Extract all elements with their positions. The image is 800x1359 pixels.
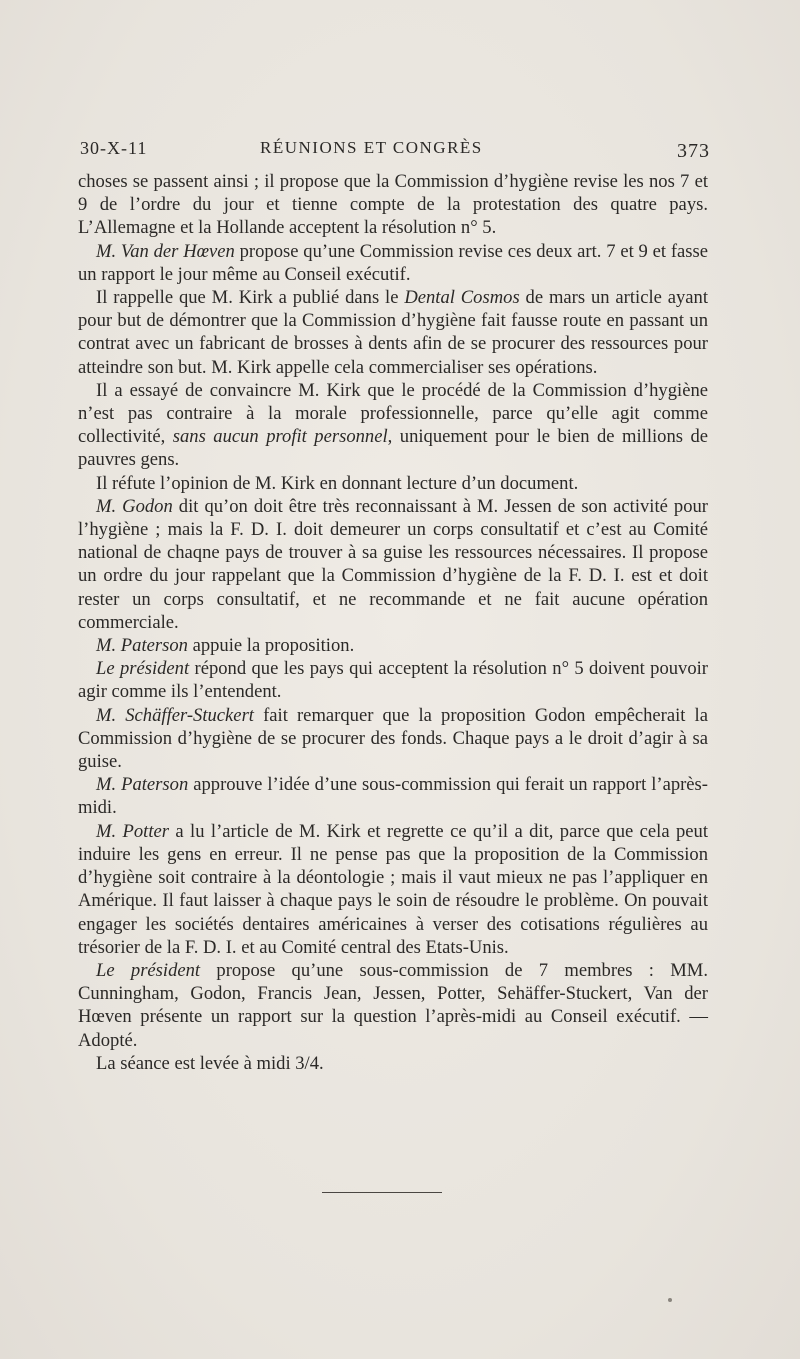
speaker-name: M. Schäffer-Stuckert [96, 704, 254, 726]
speaker-name: M. Potter [96, 820, 170, 842]
body-text [78, 170, 708, 1075]
running-header [80, 136, 710, 164]
speaker-name: M. Van der Hœven [96, 240, 235, 262]
header-section-title: RÉUNIONS ET CONGRÈS [260, 138, 483, 157]
paragraph [78, 959, 708, 1052]
paragraph [78, 634, 708, 657]
paragraph-text: propose qu’une Commission revise ces deux art. 7 et 9 et fasse un rapport le jour même au Conseil exécutif. [78, 240, 708, 285]
paragraph [78, 379, 708, 472]
paragraph-text: Il a essayé de convaincre M. Kirk que le procédé de la Commission d’hygiène n’est pas contraire à la morale professionnelle, parce qu’elle agit comme collectivité, [78, 379, 708, 448]
paragraph [78, 657, 708, 703]
paragraph-text: fait remarquer que la proposition Godon empêcherait la Commission d’hygiène de se procurer des fonds. Chaque pays a le droit d’agir à sa guise. [78, 704, 708, 773]
header-date: 30-X-11 [80, 138, 148, 158]
speaker-name: Dental Cosmos [404, 287, 520, 309]
paragraph-text: La séance est levée à midi 3/4. [96, 1052, 324, 1074]
paragraph [78, 773, 708, 819]
paragraph-text: de mars un article ayant pour but de démontrer que la Commission d’hygiène fait fausse route en passant un contrat avec un fabricant de brosses à dents afin de se procurer des ressources pour atteindre son but. M. Kirk appelle cela commercialiser ses opérations. [78, 287, 708, 378]
paragraph-text: Il réfute l’opinion de M. Kirk en donnant lecture d’un document. [96, 472, 579, 494]
speaker-name: Le président [96, 959, 201, 981]
paragraph-text: approuve l’idée d’une sous-commission qui ferait un rapport l’après-midi. [78, 774, 708, 819]
paragraph [78, 240, 708, 286]
speaker-name: sans aucun profit personnel [172, 426, 388, 448]
speaker-name: M. Paterson [96, 635, 188, 657]
paragraph [78, 1052, 708, 1075]
speaker-name: M. Godon [96, 495, 173, 517]
paragraph-text: choses se passent ainsi ; il propose que la Commission d’hygiène revise les nos 7 et 9 de l’ordre du jour et tienne compte de la protestation des quatre pays. L’Allemagne et la Hollande acceptent la résolution n° 5. [78, 171, 708, 239]
paragraph-text: a lu l’article de M. Kirk et regrette ce qu’il a dit, parce que cela peut induire les gens en erreur. Il ne pense pas que la proposition de la Commission d’hygiène soit contraire à la déontologie ; mais il vaut mieux ne pas l’appliquer en Amérique. Il faut laisser à chaque pays le soin de résoudre le problème. On pouvait engager les sociétés dentaires américaines à verser des cotisations régulières au trésorier de la F. D. I. et au Comité central des Etats-Unis. [78, 820, 708, 958]
paragraph [78, 704, 708, 774]
page-number: 373 [677, 140, 710, 162]
speaker-name: M. Paterson [96, 774, 189, 796]
paragraph [78, 472, 708, 495]
end-rule [322, 1192, 442, 1193]
paragraph-text: appuie la proposition. [187, 635, 355, 657]
paragraph-text: Il rappelle que M. Kirk a publié dans le [96, 287, 405, 309]
paragraph [78, 170, 708, 240]
paragraph [78, 286, 708, 379]
paragraph-text: propose qu’une sous-commission de 7 membres : MM. Cunningham, Godon, Francis Jean, Jessen, Potter, Sehäffer-Stuckert, Van der Hœven présente un rapport sur la question l’après-midi au Conseil exécutif. — Adopté. [78, 959, 708, 1051]
paragraph [78, 820, 708, 959]
paragraph-text: répond que les pays qui acceptent la résolution n° 5 doivent pouvoir agir comme ils l’entendent. [78, 658, 708, 703]
paragraph-text: dit qu’on doit être très reconnaissant à M. Jessen de son activité pour l’hygiène ; mais la F. D. I. doit demeurer un corps consultatif et c’est au Comité national de chaqne pays de trouver à sa guise les ressources nécessaires. Il propose un ordre du jour rappelant que la Commission d’hygiène de la F. D. I. est et doit rester un corps consultatif, et ne recommande et ne fait aucune opération commerciale. [78, 495, 708, 633]
speaker-name: Le président [96, 658, 190, 680]
speck-mark [668, 1298, 672, 1302]
paragraph-text: , uniquement pour le bien de millions de pauvres gens. [78, 426, 709, 471]
paragraph [78, 495, 708, 634]
